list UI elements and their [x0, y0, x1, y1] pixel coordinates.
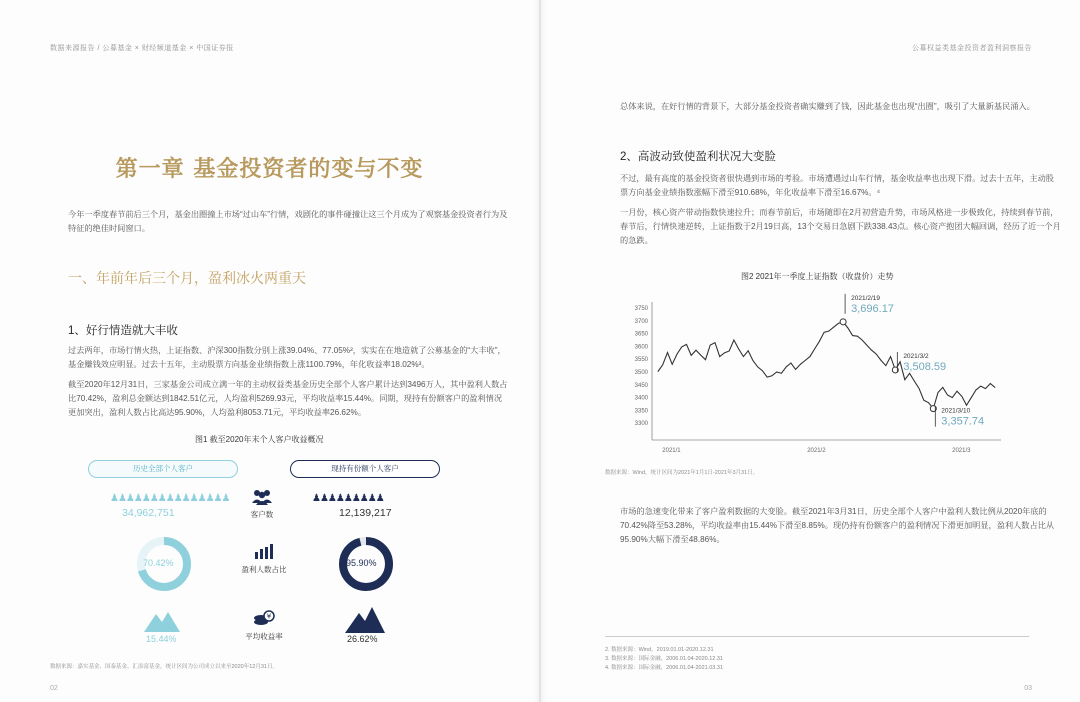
data-point: [928, 402, 929, 403]
figure-2-title: 图2 2021年一季度上证指数（收盘价）走势: [741, 272, 894, 281]
data-point: [847, 328, 848, 329]
section-heading-1: 一、年前年后三个月，盈利冰火两重天: [68, 270, 306, 286]
mountain-icon-current: [345, 603, 385, 633]
data-point: [729, 351, 730, 352]
data-point: [838, 323, 839, 324]
data-point: [681, 347, 682, 348]
annotation-value: 3,696.17: [851, 302, 894, 315]
footnote-2: 2. 数据来源：Wind，2019.01.01-2020.12.31: [605, 647, 714, 653]
customer-count-historical: 34,962,751: [122, 507, 175, 519]
figure-2-source-note: 数据来源：Wind，统计区间为2021年1月1日-2021年3月31日。: [605, 470, 759, 476]
data-point: [753, 360, 754, 361]
data-point: [757, 366, 758, 367]
paragraph-summary: 总体来说，在好行情的背景下，大部分基金投资者确实赚到了钱，因此基金也出现“出圈”，吸引了大量新基民涌入。: [620, 102, 1035, 111]
running-header-right: 公募权益类基金投资者盈利洞察报告: [912, 45, 1032, 52]
data-point: [961, 396, 962, 397]
data-point: [857, 336, 858, 337]
data-point: [705, 359, 706, 360]
footnote-3: 3. 数据来源：国际金融，2006.01.04-2020.12.31: [605, 656, 724, 662]
annotation-value: 3,508.59: [903, 360, 947, 373]
annotation-marker: [840, 319, 846, 325]
svg-text:¥: ¥: [266, 612, 272, 621]
data-point: [791, 363, 792, 364]
figure-1-title: 图1 截至2020年末个人客户收益概况: [195, 435, 324, 444]
data-point: [715, 342, 716, 343]
data-point: [786, 366, 787, 367]
data-point: [719, 356, 720, 357]
data-point: [876, 354, 877, 355]
people-icon-row-current: ♟♟♟♟♟♟♟♟♟: [312, 493, 384, 504]
data-point: [919, 388, 920, 389]
label-avg-return: 平均收益率: [245, 632, 283, 641]
annotation-date: 2021/3/2: [903, 352, 929, 360]
data-point: [781, 373, 782, 374]
data-point: [814, 349, 815, 350]
avg-return-current: 26.62%: [347, 634, 378, 644]
data-point: [677, 354, 678, 355]
data-point: [800, 364, 801, 365]
data-point: [881, 360, 882, 361]
people-icon-row-historical: ♟♟♟♟♟♟♟♟♟♟♟♟♟♟♟: [110, 493, 230, 504]
data-point: [762, 370, 763, 371]
data-point: [862, 340, 863, 341]
avg-return-historical: 15.44%: [146, 634, 177, 644]
y-tick-label: 3500: [634, 370, 648, 376]
data-point: [900, 361, 901, 362]
y-tick-label: 3650: [634, 331, 648, 338]
coins-icon: [244, 610, 284, 629]
y-tick-label: 3350: [634, 408, 648, 415]
y-tick-label: 3400: [634, 395, 648, 402]
data-point: [976, 390, 977, 391]
data-point: [938, 392, 939, 393]
subsection-heading-1: 1、好行情造就大丰收: [68, 325, 178, 337]
data-point: [734, 340, 735, 341]
data-point: [724, 352, 725, 353]
page-number-right: 03: [1024, 685, 1032, 692]
subsection-heading-2: 2、高波动致使盈利状况大变脸: [620, 151, 776, 163]
bar-chart-icon: [244, 543, 284, 562]
data-point: [985, 388, 986, 389]
running-header-left: 数据来源报告 / 公募基金 × 财经频道基金 × 中国证券报: [50, 45, 234, 52]
data-point: [885, 365, 886, 366]
y-tick-label: 3600: [634, 344, 648, 351]
data-point: [710, 345, 711, 346]
annotation-value: 3,357.74: [941, 415, 985, 428]
footnote-divider: [605, 636, 1029, 637]
data-point: [819, 341, 820, 342]
data-point: [971, 397, 972, 398]
shanghai-index-chart: [600, 290, 1020, 460]
annotation-date: 2021/2/19: [851, 294, 881, 302]
data-point: [662, 364, 663, 365]
data-point: [658, 371, 659, 372]
data-point: [957, 391, 958, 392]
label-customers: 客户数: [250, 510, 274, 519]
footnote-4: 4. 数据来源：国际金融，2006.01.04-2021.03.31: [605, 665, 724, 671]
mountain-icon-historical: [144, 606, 180, 632]
customers-group-icon: [242, 489, 282, 508]
page-number-left: 02: [50, 685, 58, 692]
annotation-date: 2021/3/10: [941, 407, 971, 415]
legend-pill-current: 现持有份额个人客户: [290, 460, 440, 478]
paragraph-volatility: 不过，最有高度的基金投资者很快遇到市场的考验。市场遭遇过山车行情，基金收益率也出现下滑。过去十五年，主动股票方向基金业绩指数涨幅下滑至910.68%，年化收益率下滑至16.67%。⁴: [620, 174, 1054, 197]
paragraph-customers: 截至2020年12月31日，三家基金公司成立满一年的主动权益类基金历史全部个人客户累计达到3496万人，其中盈利人数占比70.42%，盈利总金额达到1842.51亿元，人均盈利5269.93元，平均收益率15.44%。同期，现持有份额客户的盈利情况更加突出，盈利人数占比高达95.90%，人均盈利8053.71元，平均收益率26.62%。: [68, 380, 508, 417]
profit-ratio-current: 95.90%: [346, 558, 377, 568]
data-point: [795, 369, 796, 370]
intro-paragraph: 今年一季度春节前后三个月，基金出圈撞上市场“过山车”行情，戏剧化的事件碰撞让这三个月成为了观察基金投资者行为及特征的绝佳时间窗口。: [68, 210, 508, 233]
label-profit-ratio: 盈利人数占比: [241, 565, 287, 574]
y-tick-label: 3550: [634, 357, 648, 364]
data-point: [942, 387, 943, 388]
data-point: [700, 355, 701, 356]
data-point: [776, 372, 777, 373]
data-point: [828, 331, 829, 332]
figure-1-source-note: 数据来源：嘉实基金、国泰基金、汇添富基金，统计区间为公司成立以来至2020年12月31日。: [50, 664, 278, 670]
data-point: [805, 360, 806, 361]
customer-count-current: 12,139,217: [339, 507, 392, 519]
x-tick-label: 2021/1: [662, 448, 681, 454]
y-tick-label: 3700: [634, 318, 648, 325]
data-point: [696, 350, 697, 351]
data-point: [947, 395, 948, 396]
data-point: [748, 350, 749, 351]
data-point: [672, 364, 673, 365]
data-point: [890, 356, 891, 357]
data-point: [809, 356, 810, 357]
chapter-title: 第一章 基金投资者的变与不变: [115, 156, 424, 182]
data-point: [866, 345, 867, 346]
data-point: [966, 405, 967, 406]
data-point: [904, 379, 905, 380]
paragraph-profit-change: 市场的急速变化带来了客户盈利数据的大变脸。截至2021年3月31日，历史全部个人客户中盈利人数比例从2020年底的70.42%降至53.28%，平均收益率由15.44%下滑至8.85%。现仍持有份额客户的盈利情况下滑更加明显，盈利人数占比从95.90%大幅下滑至48.86%。: [620, 507, 1055, 544]
x-tick-label: 2021/3: [952, 448, 971, 454]
data-point: [923, 400, 924, 401]
data-point: [738, 349, 739, 350]
data-point: [914, 381, 915, 382]
data-point: [980, 386, 981, 387]
x-tick-label: 2021/2: [807, 448, 826, 454]
legend-pill-historical: 历史全部个人客户: [88, 460, 238, 478]
y-tick-label: 3300: [634, 421, 648, 428]
data-point: [772, 375, 773, 376]
y-tick-label: 3450: [634, 382, 648, 389]
data-point: [990, 383, 991, 384]
data-point: [686, 344, 687, 345]
paragraph-january: 一月份，核心资产带动指数快速拉升；而春节前后，市场随即在2月初营造升势，市场风格进一步极致化，持续到春节前，春节后，行情快速逆转，上证指数于2月19日高，13个交易日急剧下跌338.43点。核心资产抱团大幅回调，经历了近一个月的急跌。: [620, 208, 1061, 245]
data-point: [824, 332, 825, 333]
data-point: [691, 355, 692, 356]
data-point: [852, 335, 853, 336]
data-point: [833, 327, 834, 328]
profit-ratio-historical: 70.42%: [143, 558, 174, 568]
data-point: [767, 377, 768, 378]
data-point: [952, 397, 953, 398]
data-point: [909, 373, 910, 374]
y-tick-label: 3750: [634, 306, 648, 312]
left-page: [0, 0, 539, 702]
data-point: [995, 387, 996, 388]
paragraph-market: 过去两年，市场行情火热，上证指数、沪深300指数分别上涨39.04%、77.05%²，实实在在地造就了公募基金的“大丰收”，基金赚钱效应明显。过去十五年，主动股票方向基金业绩指数上涨1100.79%，年化收益率18.02%³。: [68, 346, 506, 369]
data-point: [667, 352, 668, 353]
data-point: [743, 356, 744, 357]
data-point: [871, 350, 872, 351]
